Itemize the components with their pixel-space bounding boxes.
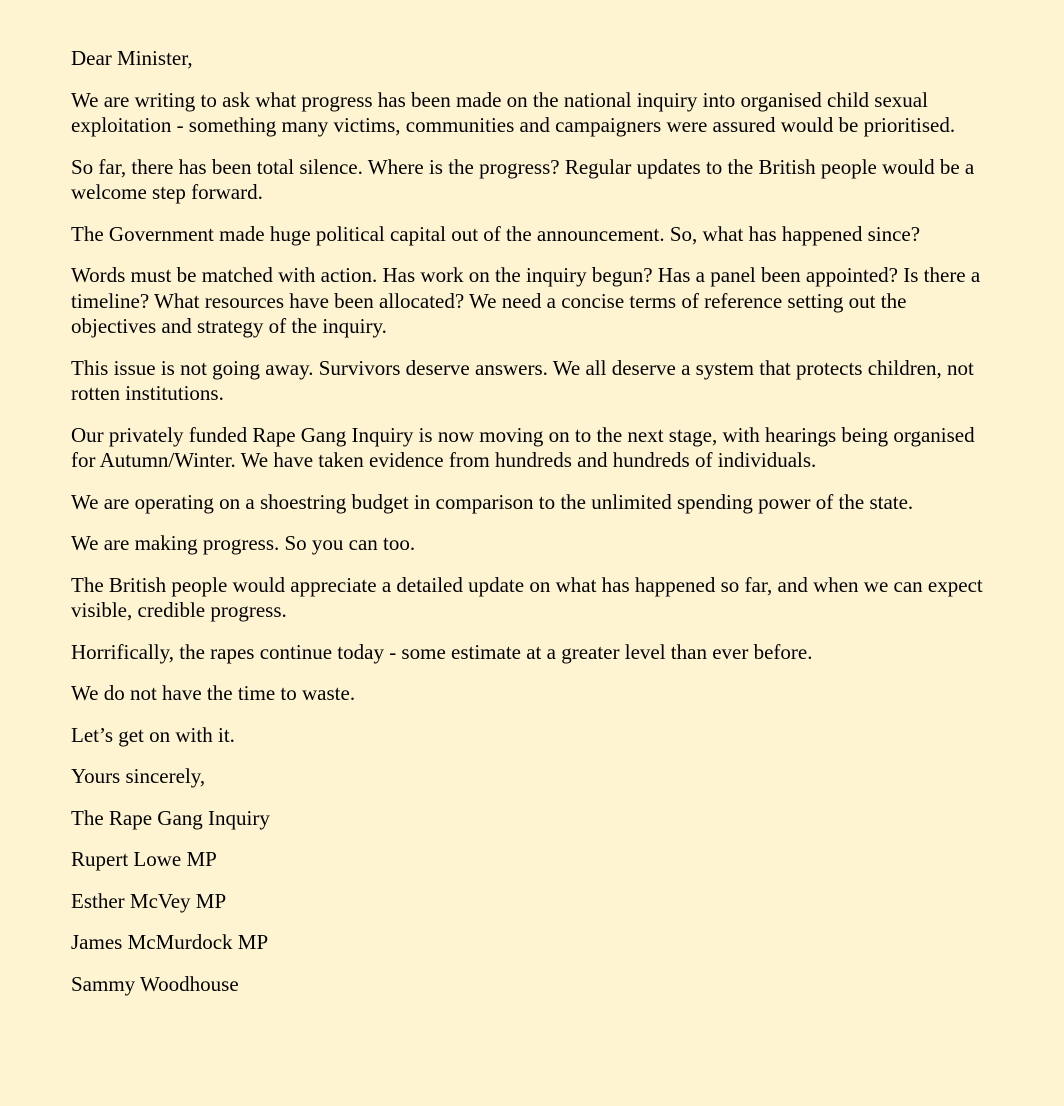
salutation: Dear Minister, [71, 46, 193, 70]
closing: Yours sincerely, [71, 764, 206, 788]
letter-body [71, 46, 991, 1013]
paragraph: Words must be matched with action. Has work on the inquiry begun? Has a panel been appointed? Is there a timeline? What resources have been allocated? We need a concise terms of reference setting out the objectives and strategy of the inquiry. [71, 263, 981, 338]
paragraph: Our privately funded Rape Gang Inquiry is now moving on to the next stage, with hearings being organised for Autumn/Winter. We have taken evidence from hundreds and hundreds of individuals. [71, 422, 975, 472]
paragraph: We do not have the time to waste. [71, 681, 356, 705]
paragraph: We are writing to ask what progress has been made on the national inquiry into organised child sexual exploitation - something many victims, communities and campaigners were assured would be prioritised. [71, 87, 956, 137]
signatory: The Rape Gang Inquiry [71, 805, 270, 830]
paragraph: Let’s get on with it. [71, 722, 235, 747]
paragraph: Horrifically, the rapes continue today - some estimate at a greater level than ever before. [71, 639, 813, 664]
paragraph: We are making progress. So you can too. [71, 531, 416, 555]
paragraph: So far, there has been total silence. Where is the progress? Regular updates to the British people would be a welcome step forward. [71, 154, 975, 204]
signatory: Rupert Lowe MP [71, 847, 217, 871]
paragraph: We are operating on a shoestring budget in comparison to the unlimited spending power of the state. [71, 489, 914, 514]
paragraph: The Government made huge political capital out of the announcement. So, what has happened since? [71, 221, 921, 246]
signatory: James McMurdock MP [71, 930, 269, 954]
signatory: Sammy Woodhouse [71, 971, 239, 996]
paragraph: This issue is not going away. Survivors deserve answers. We all deserve a system that protects children, not rotten institutions. [71, 355, 974, 405]
paragraph: The British people would appreciate a detailed update on what has happened so far, and when we can expect visible, credible progress. [71, 572, 983, 622]
signatory: Esther McVey MP [71, 888, 227, 913]
